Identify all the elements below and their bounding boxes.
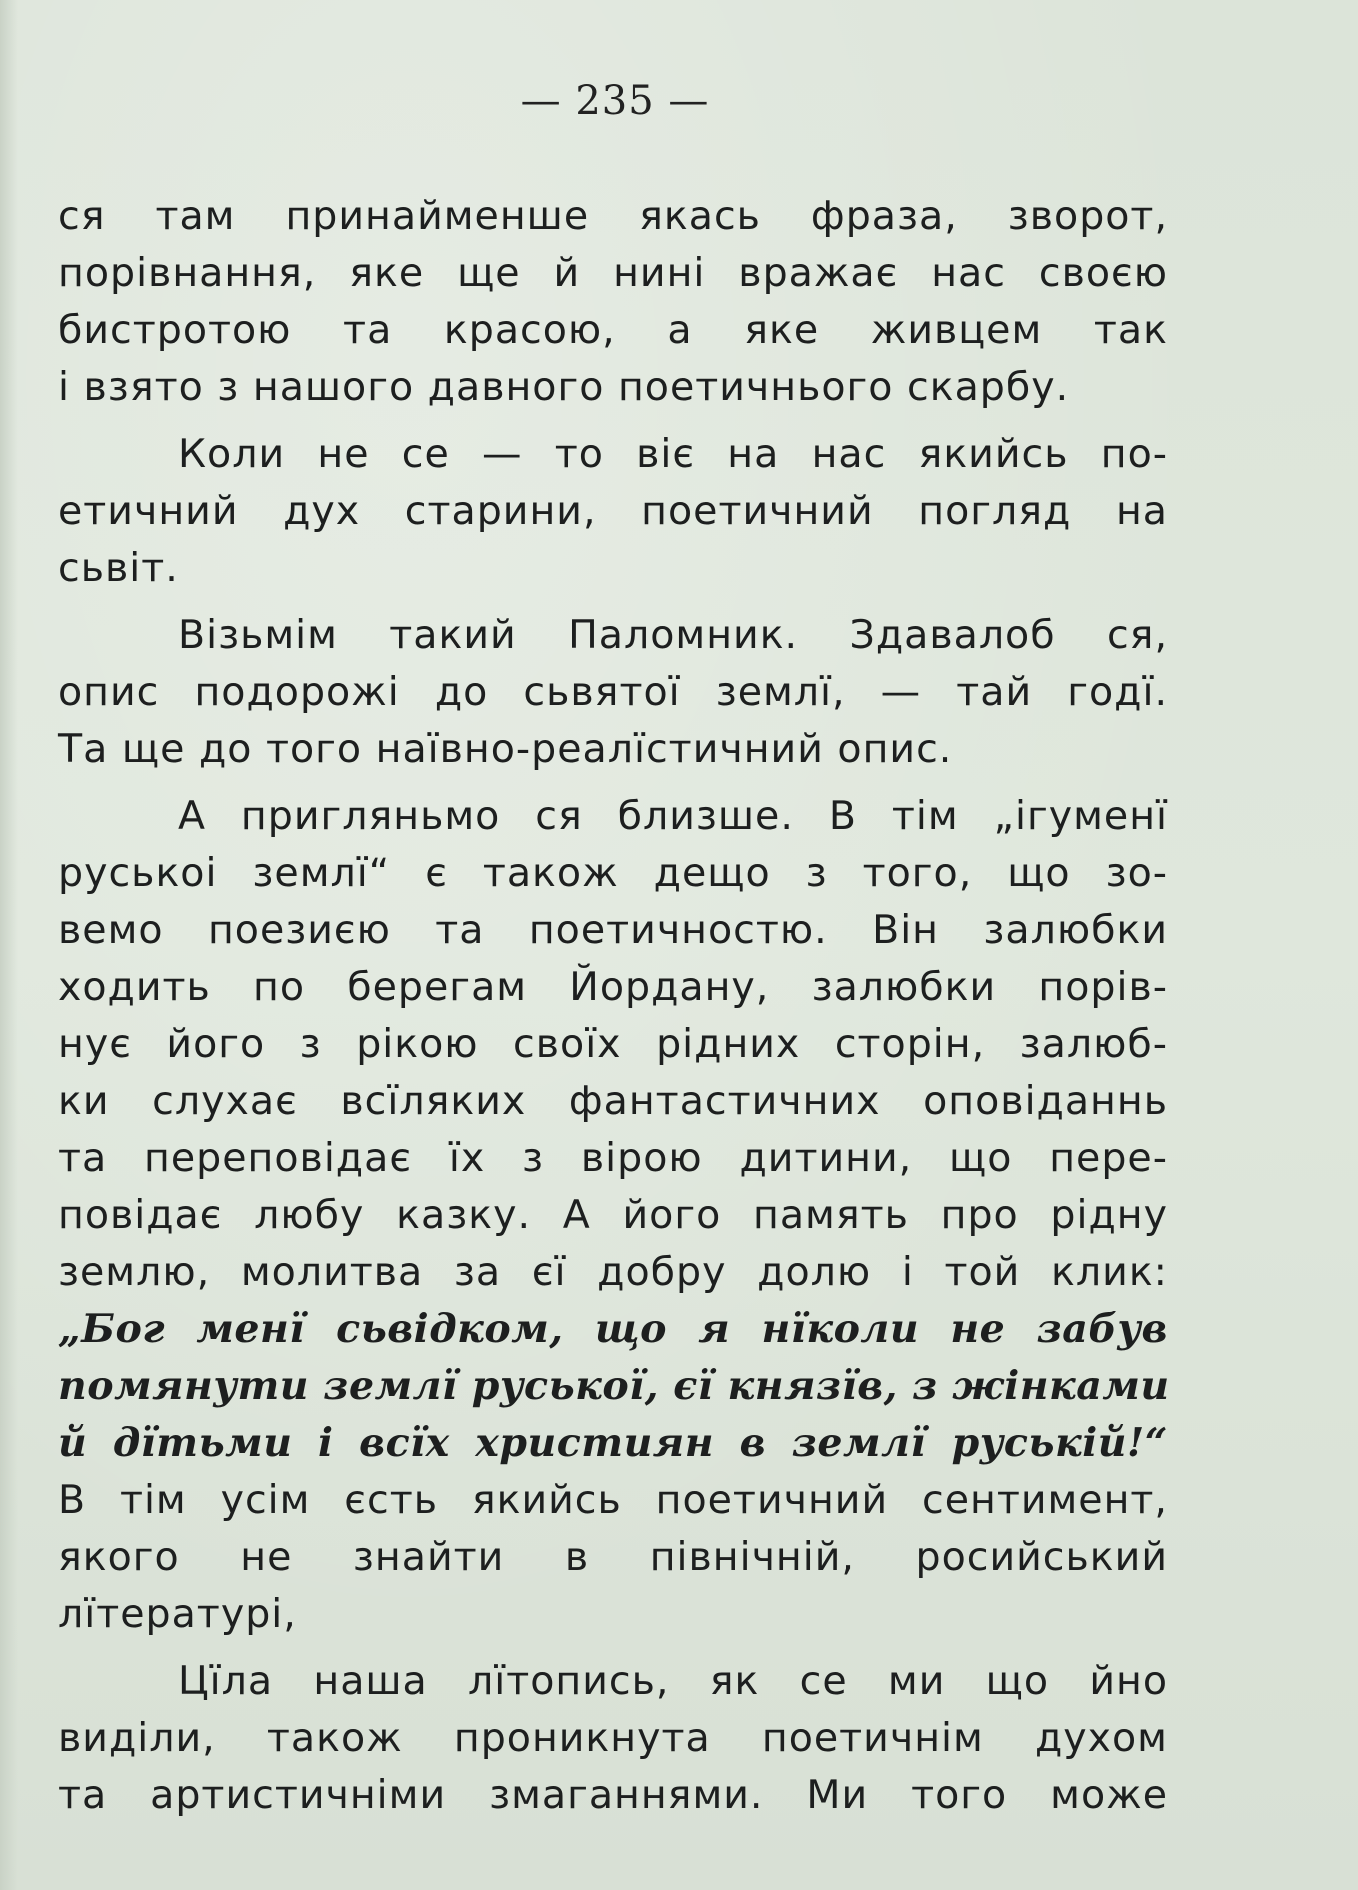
page-number: — 235 — [520,78,710,124]
text-line: якого не знайти в північній, росийський [58,1534,1168,1580]
text-line: повідає любу казку. А його память про рідну [58,1192,1168,1238]
text-line: ки слухає всїляких фантастичних оповіданнь [58,1078,1168,1124]
text-line: руськоі землї“ є також дещо з того, що зо- [58,850,1168,896]
text-line: опис подорожі до сьвятої землї, — тай годї. [58,669,1168,715]
text-line: та переповідає їх з вірою дитини, що пере- [58,1135,1168,1181]
page-edge-shadow [0,0,18,1890]
text-line: вемо поезиєю та поетичностю. Він залюбки [58,907,1168,953]
text-line: В тім усім єсть якийсь поетичний сентимент, [58,1477,1168,1523]
text-line: Візьмім такий Паломник. Здавалоб ся, [178,612,1168,658]
text-line: бистротою та красою, а яке живцем так [58,307,1168,353]
text-line: сьвіт. [58,545,179,591]
text-line: землю, молитва за єї добру долю і той клик: [58,1249,1168,1295]
text-line: етичний дух старини, поетичний погляд на [58,488,1168,534]
quote-line: й дїтьми і всїх християн в землї руській!“ [58,1420,1168,1466]
text-line: Цїла наша лїтопись, як се ми що йно [178,1658,1168,1704]
text-line: та артистичніми змаганнями. Ми того може [58,1772,1168,1818]
text-line: виділи, також проникнута поетичнім духом [58,1715,1168,1761]
text-line: лїтературі, [58,1591,297,1637]
body-text [58,188,1168,1824]
text-line: А пригляньмо ся близше. В тім „ігуменї [178,793,1168,839]
text-line: порівнання, яке ще й нині вражає нас своєю [58,250,1168,296]
text-line: і взято з нашого давного поетичнього скарбу. [58,364,1070,410]
text-line: ся там принайменше якась фраза, зворот, [58,193,1168,239]
text-line: Та ще до того наївно-реалїстичний опис. [58,726,953,772]
text-line: Коли не се — то віє на нас якийсь по- [178,431,1168,477]
quote-line: „Бог менї сьвідком, що я нїколи не забув [58,1306,1168,1352]
quote-line: помянути землї руської, єї князїв, з жінками [58,1363,1170,1409]
text-line: нує його з рікою своїх рідних сторін, залюб- [58,1021,1168,1067]
text-line: ходить по берегам Йордану, залюбки порів- [58,964,1168,1010]
